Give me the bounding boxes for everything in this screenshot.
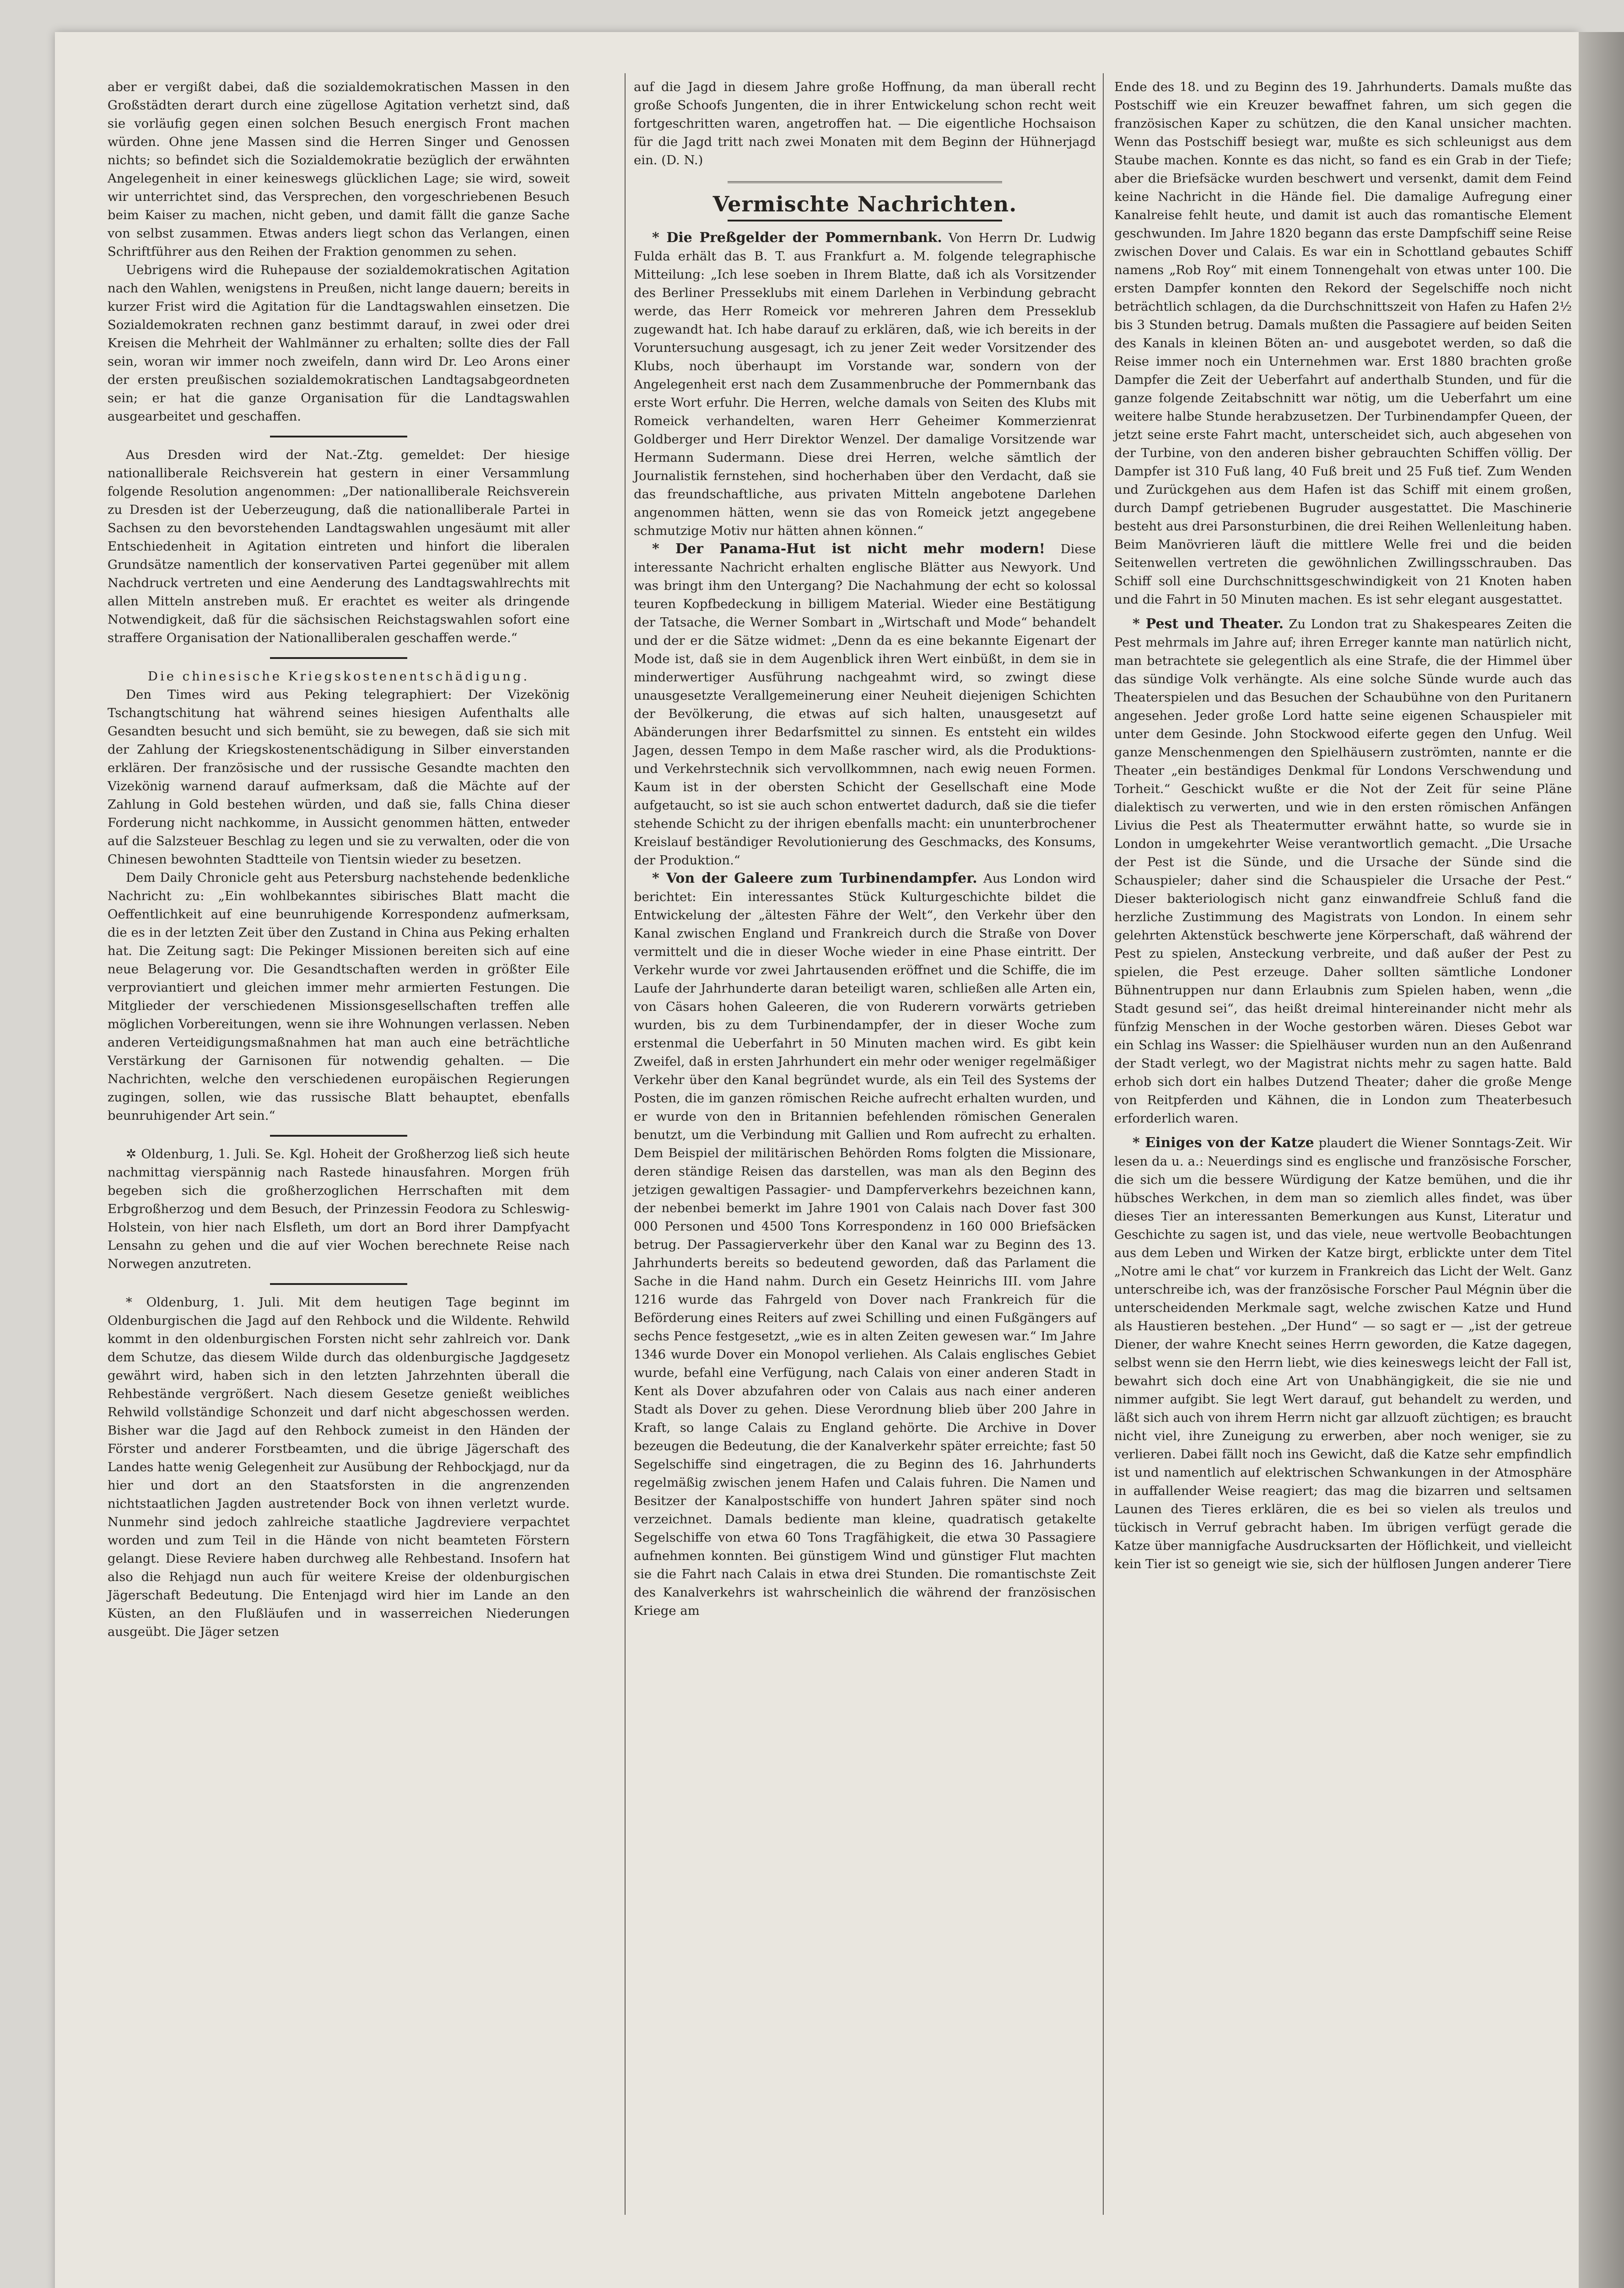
article-heading: * Der Panama-Hut ist nicht mehr modern! <box>652 541 1045 557</box>
separator-rule <box>270 436 407 437</box>
article-paragraph: Ende des 18. und zu Beginn des 19. Jahrhunderts. Damals mußte das Postschiff wie ein Kreuzer bewaffnet fahren, um sich gegen die französischen Kaper zu schützen, die den Kanal unsicher machten. Wenn das Postschiff besiegt war, mußte es sich schleunigst aus dem Staube machen. Konnte es das nicht, so fand es ein Grab in der Tiefe; aber die Briefsäcke wurden beschwert und versenkt, damit dem Feind keine Nachricht in die Hände fiel. Die damalige Aufregung einer Kanalreise fehlt heute, und damit ist auch das romantische Element geschwunden. Im Jahre 1820 begann das erste Dampfschiff seine Reise zwischen Dover und Calais. Es war ein in Schottland gebautes Schiff namens „Rob Roy“ mit einem Tonnengehalt von etwas unter 100. Die ersten Dampfer konnten den Rekord der Segelschiffe noch nicht beträchtlich schlagen, da die Durchschnittszeit von Hafen zu Hafen 2½ bis 3 Stunden betrug. Damals mußten die Passagiere auf beiden Seiten des Kanals in kleinen Böten an- und ausgebotet werden, so daß die Reise immer noch ein Unternehmen war. Erst 1880 brachten große Dampfer die Zeit der Ueberfahrt auf anderthalb Stunden, und für die ganze folgende Zeitabschnitt war nötig, um die Ueberfahrt um eine weitere halbe Stunde herabzusetzen. Der Turbinendampfer Queen, der jetzt seine erste Fahrt macht, unterscheidet sich, auch abgesehen von der Turbine, von den anderen bisher gebrauchten Schiffen völlig. Der Dampfer ist 310 Fuß lang, 40 Fuß breit und 25 Fuß tief. Zum Wenden und Zurückgehen aus dem Hafen ist das Schiff mit einem großen, durch Dampf getriebenen Bugruder ausgestattet. Die Maschinerie besteht aus drei Parsonsturbinen, die drei Reihen Wellenleitung haben. Beim Manövrieren läuft die mittlere Welle frei und die beiden Seitenwellen vertreten die gewöhnlichen Zwillingsschrauben. Das Schiff soll eine Durchschnittsgeschwindigkeit von 21 Knoten haben und die Fahrt in 50 Minuten machen. Es ist sehr elegant ausgestattet. <box>1114 80 1572 607</box>
section-rule <box>728 181 1002 186</box>
article-heading: * Von der Galeere zum Turbinendampfer. <box>652 870 977 886</box>
article-paragraph: aber er vergißt dabei, daß die sozialdemokratischen Massen in den Großstädten derart durch eine zügellose Agitation verhetzt sind, daß sie vorläufig gegen einen solchen Besuch energisch Front machen würden. Ohne jene Massen sind die Herren Singer und Genossen nichts; so befindet sich die Sozialdemokratie bezüglich der erwähnten Angelegenheit in einer keineswegs glücklichen Lage; sie wird, soweit wir unterrichtet sind, das Versprechen, den vorgeschriebenen Besuch beim Kaiser zu machen, nicht geben, und damit fällt die ganze Sache von selbst zusammen. Etwas anders liegt schon das Verlangen, einen Schriftführer aus den Reihen der Fraktion genommen zu sehen. <box>108 80 570 259</box>
article-paragraph: Diese interessante Nachricht erhalten englische Blätter aus Newyork. Und was bringt ihm den Untergang? Die Nachahmung der echt so kolossal teuren Kopfbedeckung in billigem Material. Wieder eine Bestätigung der Tatsache, die Werner Sombart in „Wirtschaft und Mode“ behandelt und der er die Sätze widmet: „Denn da es eine bekannte Eigenart der Mode ist, daß sie in dem Augenblick ihren Wert einbüßt, in dem sie in minderwertiger Ausführung nachgeahmt wird, so zwingt diese unausgesetzte Verallgemeinerung einer Neuheit diejenigen Schichten der Bevölkerung, die etwas auf sich halten, unausgesetzt auf Abänderungen ihrer Bedarfsmittel zu sinnen. Es entsteht ein wildes Jagen, dessen Tempo in dem Maße rascher wird, als die Produktions- und Verkehrstechnik sich vervollkommnen, nach ewig neuen Formen. Kaum ist in der obersten Schicht der Gesellschaft eine Mode aufgetaucht, so ist sie auch schon entwertet dadurch, daß sie die tiefer stehende Schicht zu der ihrigen ebenfalls macht: ein ununterbrochener Kreislauf beständiger Revolutionierung des Geschmacks, des Konsums, der Produktion.“ <box>634 542 1096 868</box>
article-paragraph: Uebrigens wird die Ruhepause der sozialdemokratischen Agitation nach den Wahlen, wenigstens in Preußen, nicht lange dauern; bereits in kurzer Frist wird die Agitation für die Landtagswahlen einsetzen. Die Sozialdemokraten rechnen ganz bestimmt darauf, in zwei oder drei Kreisen die Mehrheit der Wahlmänner zu erhalten; sollte dies der Fall sein, woran wir immer noch zweifeln, dann wird Dr. Leo Arons einer der ersten preußischen sozialdemokratischen Landtagsabgeordneten sein; er hat die ganze Organisation für die Landtagswahlen ausgearbeitet und geschaffen. <box>108 263 570 424</box>
article-heading: * Einiges von der Katze <box>1133 1135 1314 1151</box>
column-1 <box>108 78 570 1641</box>
article-heading: * Die Preßgelder der Pommernbank. <box>652 230 942 246</box>
section-rule <box>728 220 1002 221</box>
page-edge <box>1579 32 1624 2288</box>
article-heading: * Pest und Theater. <box>1133 616 1284 632</box>
article-paragraph: Von Herrn Dr. Ludwig Fulda erhält das B. T. aus Frankfurt a. M. folgende telegraphische Mitteilung: „Ich lese soeben in Ihrem Blatte, daß ich als Vorsitzender des Berliner Presseklubs mit einem Darlehen in Verbindung gebracht werde, das Herr Romeick vor mehreren Jahren dem Presseklub zugewandt hat. Ich habe darauf zu erklären, daß, wie ich bereits in der Voruntersuchung ausgesagt, ich zu jener Zeit weder Vorsitzender des Klubs, noch überhaupt im Vorstande war, sondern von der Angelegenheit erst nach dem Zusammenbruche der Pommernbank das erste Wort erfuhr. Die Herren, welche damals von Seiten des Klubs mit Romeick verhandelten, waren Herr Geheimer Kommerzienrat Goldberger und Herr Direktor Wenzel. Der damalige Vorsitzende war Hermann Sudermann. Diese drei Herren, welche sämtlich der Journalistik fernstehen, sind hocherhaben über den Verdacht, daß sie das freundschaftliche, aus privaten Mitteln angebotene Darlehen angenommen hätten, wenn sie das von Romeick jetzt angegebene schmutzige Motiv nur hätten ahnen können.“ <box>634 231 1096 538</box>
article-paragraph: Zu London trat zu Shakespeares Zeiten die Pest mehrmals im Jahre auf; ihren Erreger kannte man natürlich nicht, man betrachtete sie gelegentlich als eine Strafe, die der Himmel über das sündige Volk verhängte. Als eine solche Sünde wurde auch das Theaterspielen und das Besuchen der Schaubühne von den Puritanern angesehen. Jeder große Lord hatte seine eigenen Schauspieler mit unter dem Gesinde. John Stockwood eiferte gegen den Unfug. Weil ganze Menschenmengen den Spielhäusern zuströmten, nannte er die Theater „ein beständiges Denkmal für Londons Verschwendung und Torheit.“ Geschickt wußte er die Not der Zeit für seine Pläne dialektisch zu verwerten, und wie in den ersten römischen Anfängen Livius die Pest als Theatermutter erwähnt hatte, so wurde sie in London in umgekehrter Weise verantwortlich gemacht. „Die Ursache der Pest ist die Sünde, und die Ursache der Sünde sind die Schauspieler; daher sind die Schauspieler die Ursache der Pest.“ Dieser bakteriologisch nicht ganz einwandfreie Schluß fand die herzliche Zustimmung des Magistrats von London. In einem sehr gelehrten Aktenstück beschwerte jene Körperschaft, daß während der Pest zu spielen, Ansteckung verbreite, und daß außer der Pest zu spielen, die Pest erzeuge. Daher sollten sämtliche Londoner Bühnentruppen nur dann Erlaubnis zum Spielen haben, wenn „die Stadt gesund sei“, das heißt dreimal hintereinander nicht mehr als fünfzig Menschen in der Woche gestorben wären. Dieses Gebot war ein Schlag ins Wasser: die Spielhäuser wurden nun an den Außenrand der Stadt verlegt, wo der Magistrat nichts mehr zu sagen hatte. Bald erhob sich dort ein halbes Dutzend Theater; daher die große Menge von Reitpferden und Kähnen, die in London zum Theaterbesuch erforderlich waren. <box>1114 617 1572 1126</box>
column-3 <box>1114 78 1572 1573</box>
separator-rule <box>270 657 407 659</box>
article-paragraph: Dem Daily Chronicle geht aus Petersburg nachstehende bedenkliche Nachricht zu: „Ein wohlbekanntes sibirisches Blatt macht die Oeffentlichkeit auf eine beunruhigende Korrespondenz aufmerksam, die es in der letzten Zeit über den Zustand in China aus Peking erhalten hat. Die Zeitung sagt: Die Pekinger Missionen bereiten sich auf eine neue Belagerung vor. Die Gesandtschaften werden in größter Eile verproviantiert und gleichen immer mehr armierten Festungen. Die Mitglieder der verschiedenen Missionsgesellschaften treffen alle möglichen Vorbereitungen, wenn sie ihre Wohnungen verlassen. Neben anderen Verteidigungsmaßnahmen hat man auch eine beträchtliche Verstärkung der Garnisonen für notwendig gehalten. — Die Nachrichten, welche den verschiedenen europäischen Regierungen zugingen, sollen, wie das russische Blatt behauptet, ebenfalls beunruhigender Art sein.“ <box>108 870 570 1123</box>
separator-rule <box>270 1135 407 1137</box>
column-divider <box>625 73 626 2215</box>
article-paragraph: Aus London wird berichtet: Ein interessantes Stück Kulturgeschichte bildet die Entwickelung der „ältesten Fähre der Welt“, den Verkehr über den Kanal zwischen England und Frankreich durch die Straße von Dover vermittelt und die in dieser Woche wieder in eine Phase eintritt. Der Verkehr wurde vor zwei Jahrtausenden eröffnet und die Schiffe, die im Laufe der Jahrhunderte daran beteiligt waren, schließen alle Arten ein, von Cäsars hohen Galeeren, die von Ruderern vorwärts getrieben wurden, bis zu dem Turbinendampfer, der in dieser Woche zum erstenmal die Ueberfahrt in 50 Minuten machen wird. Es gibt kein Zweifel, daß in ersten Jahrhundert ein mehr oder weniger regelmäßiger Verkehr über den Kanal begründet wurde, als ein Teil des Systems der Posten, die im ganzen römischen Reiche aufrecht erhalten wurden, und er wurde von den in Britannien befehlenden römischen Generalen benutzt, um die Verbindung mit Gallien und Rom aufrecht zu erhalten. Dem Beispiel der militärischen Behörden Roms folgten die Missionare, deren ständige Reisen das darstellen, was man als den Beginn des jetzigen gewaltigen Passagier- und Dampferverkehrs bezeichnen kann, der nebenbei bemerkt im Jahre 1901 von Calais nach Dover fast 300 000 Personen und 4500 Tons Korrespondenz in 160 000 Briefsäcken betrug. Der Passagierverkehr über den Kanal war zu Beginn des 13. Jahrhunderts bereits so bedeutend geworden, daß das Parlament die Sache in die Hand nahm. Durch ein Gesetz Heinrichs III. vom Jahre 1216 wurde das Fahrgeld von Dover nach Frankreich für die Beförderung eines Reiters auf zwei Schilling und einen Fußgängers auf sechs Pence festgesetzt, „wie es in alten Zeiten gewesen war.“ Im Jahre 1346 wurde Dover ein Monopol verliehen. Als Calais englisches Gebiet wurde, befahl eine Verfügung, nach Calais von einer anderen Stadt in Kent als Dover abzufahren oder von Calais aus nach einer anderen Stadt als Dover zu gehen. Diese Verordnung blieb über 200 Jahre in Kraft, so lange Calais zu England gehörte. Die Archive in Dover bezeugen die Bedeutung, die der Kanalverkehr später erreichte; fast 50 Segelschiffe sind eingetragen, die zu Beginn des 16. Jahrhunderts regelmäßig zwischen jenem Hafen und Calais fuhren. Die Namen und Besitzer der Kanalpostschiffe von hundert Jahren später sind noch verzeichnet. Damals bediente man kleine, quadratisch getakelte Segelschiffe von etwa 60 Tons Tragfähigkeit, die etwa 30 Passagiere aufnehmen konnten. Bei günstigem Wind und günstiger Flut machten sie die Fahrt nach Calais in etwa drei Stunden. Die romantischste Zeit des Kanalverkehrs ist wahrscheinlich die während der französischen Kriege am <box>634 871 1096 1618</box>
article-paragraph: Aus Dresden wird der Nat.-Ztg. gemeldet: Der hiesige nationalliberale Reichsverein hat gestern in einer Versammlung folgende Resolution angenommen: „Der nationalliberale Reichsverein zu Dresden ist der Ueberzeugung, daß die nationalliberale Partei in Sachsen zu den bevorstehenden Landtagswahlen ungesäumt mit aller Entschiedenheit in Agitation eintreten und hinfort die liberalen Grundsätze namentlich der konservativen Partei gegenüber mit allem Nachdruck vertreten und eine Aenderung des Landtagswahlrechts mit allen Mitteln anstreben muß. Er erachtet es weiter als dringende Notwendigkeit, daß für die sächsischen Reichstagswahlen sofort eine straffere Organisation der Nationalliberalen geschaffen werde.“ <box>108 448 570 645</box>
article-paragraph: auf die Jagd in diesem Jahre große Hoffnung, da man überall recht große Schoofs Jungenten, die in ihrer Entwickelung schon recht weit fortgeschritten waren, angetroffen hat. — Die eigentliche Hochsaison für die Jagd tritt nach zwei Monaten mit dem Beginn der Hühnerjagd ein. (D. N.) <box>634 80 1096 167</box>
section-heading: Vermischte Nachrichten. <box>712 192 1017 216</box>
column-2 <box>634 78 1096 1620</box>
article-paragraph: plaudert die Wiener Sonntags-Zeit. Wir lesen da u. a.: Neuerdings sind es englische und französische Forscher, die sich um die bessere Würdigung der Katze bemühen, und die ihr hübsches Werkchen, in dem man so ziemlich alles findet, was über dieses Tier an interessanten Bemerkungen aus Kunst, Literatur und Geschichte zu sagen ist, und das viele, neue wertvolle Beobachtungen aus dem Leben und Wirken der Katze birgt, erblickte unter dem Titel „Notre ami le chat“ vor kurzem in Frankreich das Licht der Welt. Ganz unterschreibe ich, was der französische Forscher Paul Mégnin über die unterscheidenden Merkmale sagt, welche zwischen Katze und Hund als Haustieren bestehen. „Der Hund“ — so sagt er — „ist der getreue Diener, der wahre Knecht seines Herrn geworden, die Katze dagegen, selbst wenn sie den Herrn liebt, wie dies keineswegs leicht der Fall ist, bewahrt sich doch eine Art von Unabhängigkeit, die sie nie und nimmer aufgibt. Sie legt Wert darauf, gut behandelt zu werden, und läßt sich auch von ihrem Herrn nicht gar allzuoft züchtigen; es braucht nicht viel, ihre Zuneigung zu erwerben, aber noch weniger, sie zu verlieren. Dabei fällt noch ins Gewicht, daß die Katze sehr empfindlich ist und namentlich auf elektrischen Schwankungen in der Atmosphäre in auffallender Weise reagiert; das mag die bizarren und seltsamen Launen des Tieres erklären, die es bei so vielen als treulos und tückisch in Verruf gebracht haben. Im übrigen verfügt gerade die Katze über mannigfache Ausdrucksarten der Höflichkeit, und vielleicht kein Tier ist so geneigt wie sie, sich der hülflosen Jungen anderer Tiere <box>1114 1136 1572 1571</box>
article-paragraph: * Oldenburg, 1. Juli. Mit dem heutigen Tage beginnt im Oldenburgischen die Jagd auf den Rehbock und die Wildente. Rehwild kommt in den oldenburgischen Forsten nicht sehr zahlreich vor. Dank dem Schutze, das diesem Wilde durch das oldenburgische Jagdgesetz gewährt wird, haben sich in den letzten Jahrzehnten überall die Rehbestände vergrößert. Nach diesem Gesetze genießt weibliches Rehwild vollständige Schonzeit und darf nicht abgeschossen werden. Bisher war die Jagd auf den Rehbock zumeist in den Händen der Förster und anderer Forstbeamten, und die übrige Jägerschaft des Landes hatte wenig Gelegenheit zur Ausübung der Rehbockjagd, nur da hier und dort an den Staatsforsten in die angrenzenden nichtstaatlichen Jagden austretender Bock von ihnen verletzt wurde. Nunmehr sind jedoch zahlreiche staatliche Jagdreviere verpachtet worden und zum Teil in die Hände von nicht beamteten Förstern gelangt. Diese Reviere haben durchweg alle Rehbestand. Insofern hat also die Rehjagd nun auch für weitere Kreise der oldenburgischen Jägerschaft Bedeutung. Die Entenjagd wird hier im Lande an den Küsten, an den Flußläufen und in wasserreichen Niederungen ausgeübt. Die Jäger setzen <box>108 1295 570 1639</box>
column-divider <box>1103 73 1104 2215</box>
article-paragraph: ✲ Oldenburg, 1. Juli. Se. Kgl. Hoheit der Großherzog ließ sich heute nachmittag vierspännig nach Rastede hinausfahren. Morgen früh begeben sich die großherzoglichen Herrschaften mit dem Erbgroßherzog und dem Besuch, der Prinzessin Feodora zu Schleswig-Holstein, von hier nach Elsfleth, um dort an Bord ihrer Dampfyacht Lensahn zu gehen und die auf vier Wochen berechnete Reise nach Norwegen anzutreten. <box>108 1147 570 1271</box>
separator-rule <box>270 1283 407 1285</box>
article-paragraph: Den Times wird aus Peking telegraphiert: Der Vizekönig Tschangtschitung hat während seines hiesigen Aufenthalts alle Gesandten besucht und sich bemüht, sie zu bewegen, daß sie sich mit der Zahlung der Kriegskostenentschädigung in Silber einverstanden erklären. Der französische und der russische Gesandte machten den Vizekönig warnend darauf aufmerksam, daß die Mächte auf der Zahlung in Gold bestehen würden, und daß sie, falls China dieser Forderung nicht nachkomme, in Aussicht genommen hätten, entweder auf die Salzsteuer Beschlag zu legen und sie zu verwalten, oder die von Chinesen bewohnten Stadtteile von Tientsin wieder zu besetzen. <box>108 687 570 867</box>
article-heading: Die chinesische Kriegskostenentschädigung. <box>147 669 530 684</box>
